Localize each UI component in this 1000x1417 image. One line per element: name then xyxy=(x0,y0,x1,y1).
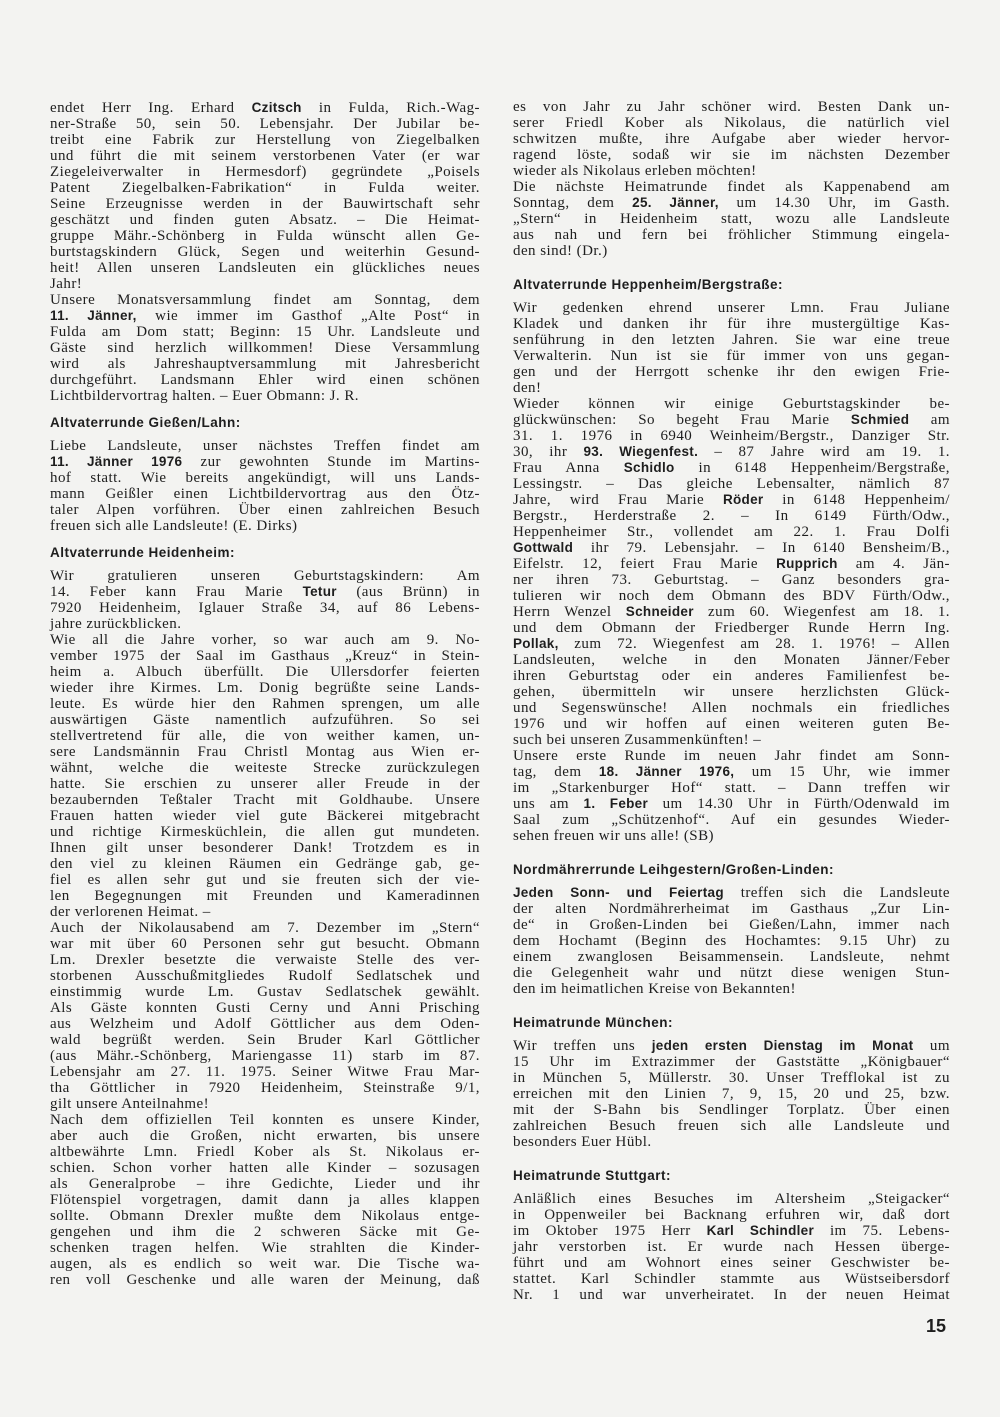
text-line xyxy=(513,885,950,901)
text-line xyxy=(513,412,950,428)
text-line: und richtige Kirmesküchlein, die allen gut mundeten. xyxy=(50,824,480,840)
right-column xyxy=(513,99,950,1303)
text-segment: Wir treffen uns xyxy=(513,1038,652,1054)
paragraph xyxy=(50,100,480,292)
text-line: ren voll Geschenke und alle waren der Meinung, daß xyxy=(50,1272,480,1288)
text-line: (aus Mähr.-Schönberg, Mariengasse 11) starb im 87. xyxy=(50,1048,480,1064)
text-line: einstimmig wurde Lm. Gustav Sedlatschek gewählt. xyxy=(50,984,480,1000)
text-line: ihren Geburtstag oder ein anderes Familienfest be- xyxy=(513,668,950,684)
text-segment: 14. Feber kann Frau Marie xyxy=(50,584,303,600)
text-line: in Oppenweiler bei Backnang erfuhren wir, daß dort xyxy=(513,1207,950,1223)
left-column xyxy=(50,100,480,1288)
text-line: freuen sich alle Landsleute! (E. Dirks) xyxy=(50,518,298,534)
text-line: vember 1975 der Saal im Gasthaus „Kreuz“ in Stein- xyxy=(50,648,480,664)
text-segment: um 14.30 Uhr in Fürth/Odenwald im xyxy=(648,796,950,812)
text-line: durchgeführt. Landsmann Ehler wird einen schönen xyxy=(50,372,480,388)
text-line: Wieder können wir einige Geburtstagskinder be- xyxy=(513,396,950,412)
text-line: serer Friedl Kober als Nikolaus, die natürlich viel xyxy=(513,115,950,131)
text-line: wird als Jahreshauptversammlung mit Jahresbericht xyxy=(50,356,480,372)
text-line: wieder als Nikolaus erleben möchten! xyxy=(513,163,757,179)
text-line: jahre zurückblicken. xyxy=(50,616,182,632)
text-line: jahr verstorben ist. Er wurde nach Hessen überge- xyxy=(513,1239,950,1255)
text-line: den im heimatlichen Kreise von Bekannten! xyxy=(513,981,796,997)
text-segment: am xyxy=(909,412,950,428)
text-line: len Begegnungen mit Freunden und Kameradinnen xyxy=(50,888,480,904)
paragraph xyxy=(513,179,950,259)
text-line: schwitzen mußte, ihre Aufgabe aber wieder hervor- xyxy=(513,131,950,147)
text-line: aus nah und fern bei fröhlicher Stimmung eingela- xyxy=(513,227,950,243)
text-line: gengehen und ihm die 2 schweren Säcke mit Ge- xyxy=(50,1224,480,1240)
bold-text: Rupprich xyxy=(776,556,838,571)
section-heading: Altvaterrunde Heppenheim/Bergstraße: xyxy=(513,277,784,292)
bold-text: Schneider xyxy=(625,604,694,619)
paragraph xyxy=(513,748,950,844)
text-line: altbewährte Lmn. Friedl Kober als St. Nikolaus er- xyxy=(50,1144,480,1160)
text-segment: glückwünschen: So begeht Frau Marie xyxy=(513,412,851,428)
text-line: zahlreichen Besuch freuen sich alle Landsleute und xyxy=(513,1118,950,1134)
text-line: mit der S-Bahn bis Sendlinger Torplatz. Über einen xyxy=(513,1102,950,1118)
text-line xyxy=(513,1223,950,1239)
section-heading: Altvaterrunde Heidenheim: xyxy=(50,545,236,560)
text-line: und dem Obmann der Friedberger Runde Herrn Ing. xyxy=(513,620,950,636)
text-line: Patent Ziegelbalken-Fabrikation“ in Fulda weiter. xyxy=(50,180,480,196)
text-segment: in 6148 Heppenheim/Bergstraße, xyxy=(674,460,950,476)
bold-text: 25. Jänner, xyxy=(632,195,719,210)
bold-text: 11. Jänner 1976 xyxy=(50,454,183,469)
text-line: sollte. Obmann Drexler mußte dem Nikolaus entge- xyxy=(50,1208,480,1224)
text-segment: in 6148 Heppenheim/ xyxy=(763,492,950,508)
text-line: Wir gedenken ehrend unserer Lmn. Frau Juliane xyxy=(513,300,950,316)
text-segment: Herrn Wenzel xyxy=(513,604,626,620)
text-line: schien. Schon vorher hatten alle Kinder – sozusagen xyxy=(50,1160,480,1176)
text-line xyxy=(513,1038,950,1054)
text-line: gruppe Mähr.-Schönberg in Fulda wünscht allen Ge- xyxy=(50,228,480,244)
text-line: Fulda am Dom statt; Beginn: 15 Uhr. Landsleute und xyxy=(50,324,480,340)
text-line: Liebe Landsleute, unser nächstes Treffen findet am xyxy=(50,438,480,454)
text-line: aus Welzheim und Adolf Göttlicher aus dem Oden- xyxy=(50,1016,480,1032)
text-line: mann Geißler einen Lichtbildervortrag aus den Ötz- xyxy=(50,486,480,502)
text-line: Heppenheimer Str., vollendet am 22. 1. Frau Dolfi xyxy=(513,524,950,540)
text-line: auswärtigen Gäste namentlich aufzuführen. So sei xyxy=(50,712,480,728)
text-line: gehen, übermitteln wir unsere herzlichsten Glück- xyxy=(513,684,950,700)
text-line: tha Göttlicher in 7920 Heidenheim, Steinstraße 9/1, xyxy=(50,1080,480,1096)
bold-text: Gottwald xyxy=(513,540,574,555)
text-line: Kladek und danken ihr für ihre mustergültige Kas- xyxy=(513,316,950,332)
text-segment: endet Herr Ing. Erhard xyxy=(50,100,252,116)
text-line: fiel es allen sehr gut und sie freuten sich der vie- xyxy=(50,872,480,888)
text-line: de“ in Großen-Linden bei Gießen/Lahn, immer nach xyxy=(513,917,950,933)
text-line: Auch der Nikolausabend am 7. Dezember im „Stern“ xyxy=(50,920,480,936)
text-line: stattet. Karl Schindler stammte aus Wüstseibersdorf xyxy=(513,1271,950,1287)
text-line: senführung in den letzten Jahren. Sie war eine treue xyxy=(513,332,950,348)
text-line xyxy=(513,444,950,460)
text-segment: im 75. Lebens- xyxy=(814,1223,950,1239)
bold-text: Jeden Sonn- und Feiertag xyxy=(513,885,724,900)
text-line: sehen freuen wir uns alle! (SB) xyxy=(513,828,714,844)
text-line: hatte. Sie erschien zu unserer aller Freude in der xyxy=(50,776,480,792)
text-line: führt und am Wohnort eines seiner Geschwister be- xyxy=(513,1255,950,1271)
text-line: ragend löste, sodaß wir sie im nächsten Dezember xyxy=(513,147,950,163)
bold-text: 11. Jänner, xyxy=(50,308,137,323)
paragraph xyxy=(50,438,480,534)
text-line xyxy=(513,796,950,812)
section-heading: Heimatrunde München: xyxy=(513,1015,674,1030)
text-segment: ihr 79. Lebensjahr. – In 6140 Bensheim/B., xyxy=(573,540,950,556)
text-line: Die nächste Heimatrunde findet als Kappenabend am xyxy=(513,179,950,195)
text-line: die Gelegenheit wahr und nützt diese wenigen Stun- xyxy=(513,965,950,981)
text-line xyxy=(513,764,950,780)
text-line: hof statt. Wie bereits angekündigt, will uns Lands- xyxy=(50,470,480,486)
text-line: den viel zu kleinen Räumen ein Gedränge gab, ge- xyxy=(50,856,480,872)
text-segment: tag, dem xyxy=(513,764,599,780)
text-line: Ziegeleiverwalter in Hermesdorf) gegründete „Poisels xyxy=(50,164,480,180)
text-line: 15 Uhr im Extrazimmer der Gaststätte „Königbauer“ xyxy=(513,1054,950,1070)
text-line xyxy=(513,492,950,508)
text-line: als Generalprobe – ihre Gedichte, Lieder und ihr xyxy=(50,1176,480,1192)
text-line: Lm. Drexler besetzte die verwaiste Stelle des ver- xyxy=(50,952,480,968)
text-segment: um xyxy=(913,1038,950,1054)
text-segment: uns am xyxy=(513,796,584,812)
page-number: 15 xyxy=(926,1316,947,1336)
text-line xyxy=(513,195,950,211)
text-segment: treffen sich die Landsleute xyxy=(723,885,951,901)
bold-text: jeden ersten Dienstag im Monat xyxy=(651,1038,914,1053)
text-line: such bei unseren Zusammenkünften! – xyxy=(513,732,762,748)
text-line: einem zwanglosen Beisammensein. Landsleute, nehmt xyxy=(513,949,950,965)
text-line: Frauen hatten wieder viel gute Bäckerei mitgebracht xyxy=(50,808,480,824)
paragraph xyxy=(50,632,480,920)
text-line: in München 5, Müllerstr. 30. Unser Trefflokal ist zu xyxy=(513,1070,950,1086)
text-line: Lebensjahr am 27. 11. 1975. Seiner Witwe Frau Mar- xyxy=(50,1064,480,1080)
text-line: war mit über 60 Personen sehr gut besucht. Obmann xyxy=(50,936,480,952)
text-segment: – 87 Jahre wird am 19. 1. xyxy=(698,444,950,460)
text-segment: in Fulda, Rich.-Wag- xyxy=(301,100,480,116)
text-line: Als Gäste konnten Gusti Cerny und Anni Prisching xyxy=(50,1000,480,1016)
text-line: „Stern“ in Heidenheim statt, wozu alle Landsleute xyxy=(513,211,950,227)
paragraph xyxy=(513,300,950,396)
bold-text: Pollak, xyxy=(513,636,559,651)
text-line: den sind! (Dr.) xyxy=(513,243,608,259)
text-line: 7920 Heidenheim, Iglauer Straße 34, auf 86 Lebens- xyxy=(50,600,480,616)
text-line: wald begrüßt werden. Sein Bruder Karl Göttlicher xyxy=(50,1032,480,1048)
section-heading: Heimatrunde Stuttgart: xyxy=(513,1168,672,1183)
text-segment: zur gewohnten Stunde im Martins- xyxy=(182,454,480,470)
text-line: der verlorenen Heimat. – xyxy=(50,904,211,920)
paragraph xyxy=(513,99,950,179)
text-segment: Sonntag, dem xyxy=(513,195,633,211)
text-line xyxy=(513,540,950,556)
bold-text: 18. Jänner 1976, xyxy=(598,764,735,779)
text-line: treibt eine Fabrik zur Herstellung von Ziegelbalken xyxy=(50,132,480,148)
text-line: und führt die mit seinem verstorbenen Vater (er war xyxy=(50,148,480,164)
text-segment: im Oktober 1975 Herr xyxy=(513,1223,707,1239)
bold-text: Czitsch xyxy=(251,100,302,115)
text-segment: Frau Anna xyxy=(513,460,624,476)
paragraph xyxy=(50,568,480,632)
text-line: 31. 1. 1976 in 6940 Weinheim/Bergstr., Danziger Str. xyxy=(513,428,950,444)
text-line: Lichtbildervortrag halten. – Euer Obmann: J. R. xyxy=(50,388,359,404)
text-line: gilt unsere Anteilnahme! xyxy=(50,1096,210,1112)
text-line xyxy=(50,454,480,470)
text-line: burtstagskindern Glück, Segen und weiterhin Gesund- xyxy=(50,244,480,260)
text-line: Wir gratulieren unseren Geburtstagskindern: Am xyxy=(50,568,480,584)
paragraph xyxy=(513,1191,950,1303)
text-line: Anläßlich eines Besuches im Altersheim „Steigacker“ xyxy=(513,1191,950,1207)
text-line: wähnt, welche die weiteste Strecke zurückzulegen xyxy=(50,760,480,776)
text-line: taler Alpen vorführen. Über einen zahlreichen Besuch xyxy=(50,502,480,518)
text-line: der alten Nordmährerheimat im Gasthaus „Zur Lin- xyxy=(513,901,950,917)
text-segment: wie immer im Gasthof „Alte Post“ in xyxy=(136,308,480,324)
text-line xyxy=(50,308,480,324)
text-line: wieder ihre Kirmes. Lm. Donig begrüßte seine Lands- xyxy=(50,680,480,696)
bold-text: Schidlo xyxy=(623,460,675,475)
paragraph xyxy=(513,1038,950,1150)
text-line: bezaubernden Teßtaler Tracht mit Goldhaube. Unsere xyxy=(50,792,480,808)
text-segment: zum 60. Wiegenfest am 18. 1. xyxy=(693,604,950,620)
bold-text: Schmied xyxy=(850,412,910,427)
text-line: Landsleuten, welche in den Monaten Jänner/Feber xyxy=(513,652,950,668)
text-line: Nach dem offiziellen Teil konnten es unsere Kinder, xyxy=(50,1112,480,1128)
paragraph xyxy=(513,396,950,748)
text-line: Wie all die Jahre vorher, so war auch am 9. No- xyxy=(50,632,480,648)
paragraph xyxy=(50,292,480,404)
text-line: aber auch die Großen, nicht erwarten, bis unsere xyxy=(50,1128,480,1144)
text-line: heit! Allen unseren Landsleuten ein glückliches neues xyxy=(50,260,480,276)
text-line: Unsere Monatsversammlung findet am Sonntag, dem xyxy=(50,292,480,308)
text-line xyxy=(50,100,480,116)
text-line: besonders Euer Hübl. xyxy=(513,1134,652,1150)
text-line: ner ihren 73. Geburtstag. – Ganz besonders gra- xyxy=(513,572,950,588)
text-line: Saal zum „Schützenhof“. Auf ein gesundes Wieder- xyxy=(513,812,950,828)
text-segment: um 14.30 Uhr, im Gasth. xyxy=(718,195,951,211)
text-line: schenken tragen helfen. Wie strahlten die Kinder- xyxy=(50,1240,480,1256)
text-line: Seine Erzeugnisse werden in der Bauwirtschaft sehr xyxy=(50,196,480,212)
text-line xyxy=(513,556,950,572)
bold-text: Tetur xyxy=(302,584,337,599)
text-segment: Jahre, wird Frau Marie xyxy=(513,492,723,508)
text-segment: zum 72. Wiegenfest am 28. 1. 1976! – Allen xyxy=(558,636,950,652)
text-line: und Segenswünsche! Allen nochmals ein friedliches xyxy=(513,700,950,716)
text-line: tulieren wir noch dem Obmann des BDV Fürth/Odw., xyxy=(513,588,950,604)
bold-text: Röder xyxy=(722,492,764,507)
paragraph xyxy=(50,1112,480,1288)
text-line: dem Hochamt (Beginn des Hochamtes: 9.15 Uhr) zu xyxy=(513,933,950,949)
text-line xyxy=(513,636,950,652)
text-line: leute. Es würde hier den Rahmen sprengen, um alle xyxy=(50,696,480,712)
text-line xyxy=(513,460,950,476)
text-segment: (aus Brünn) in xyxy=(336,584,481,600)
text-line: Flötenspiel vorgetragen, damit dann ja alles klappen xyxy=(50,1192,480,1208)
text-line: Jahr! xyxy=(50,276,83,292)
text-line: sere Landsmännin Frau Christl Montag aus Wien er- xyxy=(50,744,480,760)
text-line: es von Jahr zu Jahr schöner wird. Besten Dank un- xyxy=(513,99,950,115)
text-line: Gäste sind herzlich willkommen! Diese Versammlung xyxy=(50,340,480,356)
text-line: augen, als es endlich so weit war. Die Tische wa- xyxy=(50,1256,480,1272)
text-line: heim a. Albuch überfüllt. Die Ullersdorfer feierten xyxy=(50,664,480,680)
text-line: 1976 und wir hoffen auf einen weiteren guten Be- xyxy=(513,716,950,732)
section-heading: Altvaterrunde Gießen/Lahn: xyxy=(50,415,241,430)
paragraph xyxy=(513,885,950,997)
text-line: ner-Straße 50, sein 50. Lebensjahr. Der Jubilar be- xyxy=(50,116,480,132)
section-heading: Nordmährerrunde Leihgestern/Großen-Linden: xyxy=(513,862,835,877)
text-line: geschätzt und finden guten Absatz. – Die Heimat- xyxy=(50,212,480,228)
text-segment: um 15 Uhr, wie immer xyxy=(734,764,950,780)
text-line xyxy=(50,584,480,600)
text-line: storbenen Ausschußmitgliedes Rudolf Sedlatschek und xyxy=(50,968,480,984)
text-line: stellvertretend für alle, die von weither kamen, un- xyxy=(50,728,480,744)
text-line: Nr. 1 und war unverheiratet. In der neuen Heimat xyxy=(513,1287,950,1303)
text-line: den! xyxy=(513,380,542,396)
text-line: Lessingstr. – Das gleiche Lebensalter, nämlich 87 xyxy=(513,476,950,492)
text-line: Bergstr., Herderstraße 2. – In 6149 Fürth/Odw., xyxy=(513,508,950,524)
text-line xyxy=(513,604,950,620)
text-line: erreichen mit den Linien 7, 9, 15, 20 und 25, bzw. xyxy=(513,1086,950,1102)
bold-text: 1. Feber xyxy=(583,796,649,811)
text-line: Verwalterin. Nun ist sie für immer von uns gegan- xyxy=(513,348,950,364)
text-segment: Eifelstr. 12, feiert Frau Marie xyxy=(513,556,777,572)
bold-text: Karl Schindler xyxy=(706,1223,815,1238)
text-segment: am 4. Jän- xyxy=(837,556,950,572)
text-segment: 30, ihr xyxy=(513,444,584,460)
text-line: gen und der Herrgott schenke ihr den ewigen Frie- xyxy=(513,364,950,380)
text-line: Ihnen gilt unser besonderer Dank! Trotzdem es in xyxy=(50,840,480,856)
text-line: Unsere erste Runde im neuen Jahr findet am Sonn- xyxy=(513,748,950,764)
text-line: im „Starkenburger Hof“ statt. – Dann treffen wir xyxy=(513,780,950,796)
paragraph xyxy=(50,920,480,1112)
bold-text: 93. Wiegenfest. xyxy=(583,444,699,459)
